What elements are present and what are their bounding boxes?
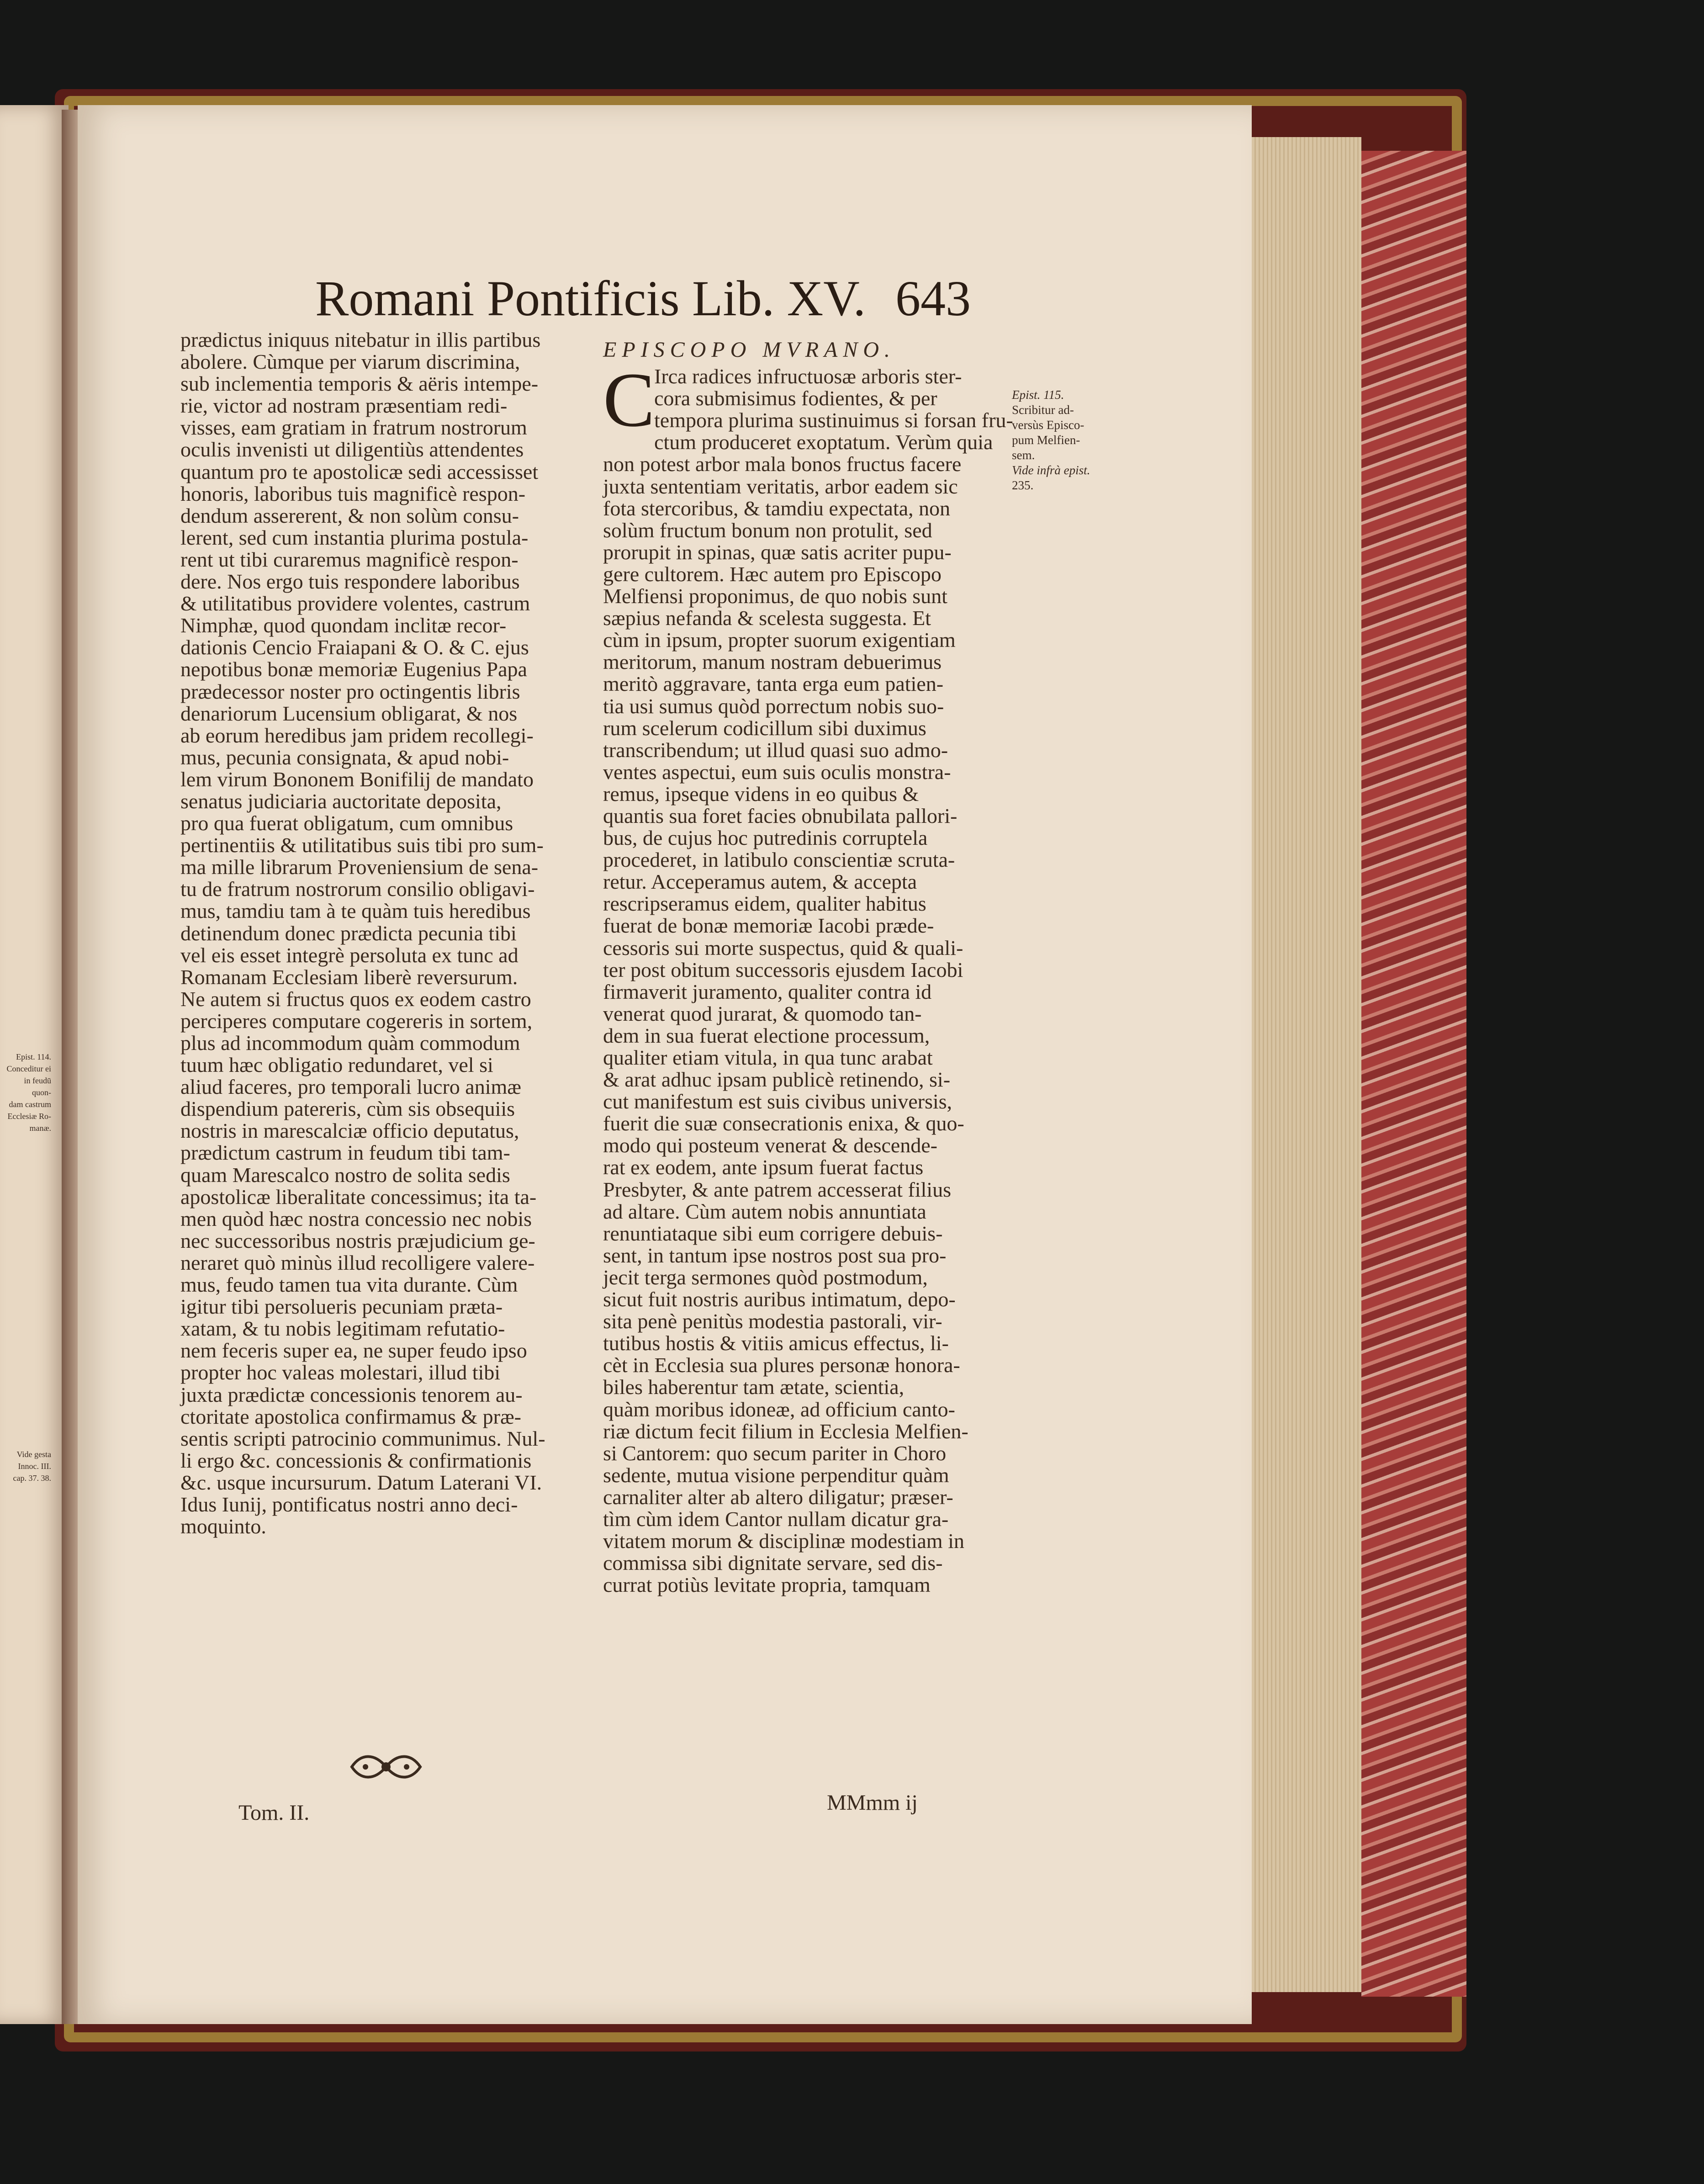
text-line: nem feceris super ea, ne super feudo ipso (180, 1339, 527, 1362)
text-line: fuerat de bonæ memoriæ Iacobi præde- (603, 914, 934, 938)
text-line: lerent, sed cum instantia plurima postula- (180, 525, 529, 549)
left-page-note-1 (5, 1051, 51, 1134)
text-line: tìm cùm idem Cantor nullam dicatur gra- (603, 1507, 949, 1531)
text-line: dem in sua fuerat electione processum, (603, 1023, 930, 1047)
text-line: vel eis esset integrè persoluta ex tunc ad (180, 943, 519, 967)
text-line: Ne autem si fructus quos ex eodem castro (180, 987, 531, 1011)
running-head: Romani Pontificis Lib. XV. (315, 270, 866, 326)
note-line: versùs Episco- (1012, 418, 1085, 432)
text-line: cut manifestum est suis civibus universis, (603, 1090, 953, 1113)
text-line: jecit terga sermones quòd postmodum, (603, 1265, 928, 1289)
note-line: cap. 37. 38. (13, 1474, 51, 1483)
text-line: bus, de cujus hoc putredinis corruptela (603, 826, 928, 850)
text-line: oculis invenisti ut diligentiùs attendentes (180, 438, 524, 461)
text-line: igitur tibi persolueris pecuniam præta- (180, 1295, 503, 1319)
text-line: abolere. Cùmque per viarum discrimina, (180, 350, 520, 374)
text-line: dere. Nos ergo tuis respondere laboribus (180, 570, 520, 594)
text-line: visses, eam gratiam in fratrum nostrorum (180, 416, 527, 440)
text-line: tempora plurima sustinuimus si forsan fru- (654, 408, 1013, 432)
text-line: quàm moribus idoneæ, ad officium canto- (603, 1397, 955, 1421)
text-line: tia usi sumus quòd porrectum nobis suo- (603, 694, 944, 718)
text-line: prædecessor noster pro octingentis libris (180, 679, 520, 703)
text-line: sent, in tantum ipse nostros post sua pro- (603, 1243, 947, 1267)
text-line: solùm fructum bonum non protulit, sed (603, 518, 932, 542)
text-line: Idus Iunij, pontificatus nostri anno deci- (180, 1492, 518, 1516)
fleuron-ornament-icon (347, 1751, 425, 1783)
text-line: nostris in marescalciæ officio deputatus, (180, 1119, 519, 1143)
text-line: transcribendum; ut illud quasi suo admo- (603, 738, 948, 762)
text-line: nec successoribus nostris præjudicium ge- (180, 1229, 535, 1252)
note-line: Innoc. III. (18, 1462, 51, 1471)
text-line: prorupit in spinas, quæ satis acriter pupu- (603, 540, 952, 564)
note-line: 235. (1012, 478, 1034, 492)
note-line: Vide gesta (16, 1450, 51, 1459)
note-line: dam castrum (9, 1100, 51, 1109)
text-line: propter hoc valeas molestari, illud tibi (180, 1361, 501, 1384)
marbled-edge (1361, 151, 1466, 1997)
note-line: Epist. 114. (16, 1052, 51, 1061)
text-line: sicut fuit nostris auribus intimatum, depo- (603, 1288, 956, 1311)
text-line: ad altare. Cùm autem nobis annuntiata (603, 1199, 926, 1223)
text-line: venerat quod jurarat, & quomodo tan- (603, 1002, 922, 1025)
text-line: plus ad incommodum quàm commodum (180, 1031, 520, 1055)
text-line: li ergo &c. concessionis & confirmationis (180, 1448, 532, 1472)
text-line: gere cultorem. Hæc autem pro Episcopo (603, 562, 942, 586)
text-line: tuum hæc obligatio redundaret, vel si (180, 1053, 493, 1077)
text-line: & arat adhuc ipsam publicè retinendo, si- (603, 1068, 951, 1092)
text-line: dationis Cencio Fraiapani & O. & C. ejus (180, 636, 529, 659)
text-line: commissa sibi dignitate servare, sed dis- (603, 1551, 943, 1575)
text-line: Nimphæ, quod quondam inclitæ recor- (180, 614, 507, 637)
text-line: ctum produceret exoptatum. Verùm quia (654, 430, 993, 454)
text-line: sita penè penitùs modestia pastorali, vir- (603, 1309, 942, 1333)
note-line: Vide infrà epist. (1012, 463, 1090, 477)
text-line: Romanam Ecclesiam liberè reversurum. (180, 965, 518, 989)
text-line: Presbyter, & ante patrem accesserat filius (603, 1177, 951, 1201)
text-line: meritorum, manum nostram debuerimus (603, 650, 942, 674)
text-line: mus, tamdiu tam à te quàm tuis heredibus (180, 899, 531, 923)
text-line: biles haberentur tam ætate, scientia, (603, 1375, 905, 1399)
text-line: meritò aggravare, tanta erga eum patien- (603, 672, 944, 696)
text-line: apostolicæ liberalitate concessimus; ita ta- (180, 1185, 537, 1209)
text-line: renuntiataque sibi eum corrigere debuis- (603, 1221, 943, 1245)
text-line: retur. Acceperamus autem, & accepta (603, 870, 917, 894)
text-line: Melfiensi proponimus, de quo nobis sunt (603, 584, 947, 608)
text-line: vitatem morum & disciplinæ modestiam in (603, 1529, 964, 1553)
note-line: pum Melfien- (1012, 433, 1080, 447)
text-line: rum scelerum codicillum sibi duximus (603, 716, 926, 740)
page-edges (1252, 137, 1361, 1992)
note-line: Epist. 115. (1012, 388, 1064, 402)
right-column (603, 338, 1013, 1597)
text-line: si Cantorem: quo secum pariter in Choro (603, 1441, 947, 1465)
note-line: in feudū quon- (24, 1076, 51, 1097)
text-line: Irca radices infructuosæ arboris ster- (654, 365, 962, 388)
text-line: quam Marescalco nostro de solita sedis (180, 1163, 510, 1187)
text-line: fota stercoribus, & tamdiu expectata, non (603, 496, 951, 520)
text-line: qualiter etiam vitula, in qua tunc arabat (603, 1046, 933, 1069)
volume-footer: Tom. II. (238, 1801, 310, 1825)
text-line: rent ut tibi curaremus magnificè respon- (180, 547, 519, 571)
text-line: quantis sua foret facies obnubilata pallori- (603, 804, 958, 827)
text-line: quantum pro te apostolicæ sedi accessisset (180, 460, 539, 483)
text-line: denariorum Lucensium obligarat, & nos (180, 701, 518, 725)
left-column (180, 329, 582, 1537)
note-line: sem. (1012, 448, 1035, 462)
text-line: detinendum donec prædicta pecunia tibi (180, 921, 517, 945)
text-line: currat potiùs levitate propria, tamquam (603, 1573, 931, 1597)
text-line: men quòd hæc nostra concessio nec nobis (180, 1207, 532, 1230)
text-line: tu de fratrum nostrorum consilio obligavi- (180, 877, 535, 901)
text-line: sub inclementia temporis & aëris intempe- (180, 372, 539, 396)
text-line: moquinto. (180, 1515, 266, 1538)
text-line: honoris, laboribus tuis magnificè respon- (180, 482, 526, 505)
text-line: pertinentiis & utilitatibus suis tibi pro sum- (180, 833, 544, 857)
text-line: remus, ipseque videns in eo quibus & (603, 782, 919, 806)
text-line: carnaliter alter ab altero diligatur; præser- (603, 1485, 953, 1509)
text-line: sæpius nefanda & scelesta suggesta. Et (603, 606, 931, 630)
text-line: rie, victor ad nostram præsentiam redi- (180, 394, 508, 418)
text-line: rescripseramus eidem, qualiter habitus (603, 892, 926, 916)
text-line: juxta prædictæ concessionis tenorem au- (180, 1383, 523, 1406)
text-line: tutibus hostis & vitiis amicus effectus, li- (603, 1331, 949, 1355)
text-line: mus, feudo tamen tua vita durante. Cùm (180, 1273, 518, 1297)
text-line: lem virum Bononem Bonifilij de mandato (180, 767, 534, 791)
note-line: manæ. (29, 1124, 51, 1133)
letter-heading: EPISCOPO MVRANO. (603, 338, 895, 362)
text-line: sedente, mutua visione perpenditur quàm (603, 1463, 949, 1487)
text-line: sentis scripti patrocinio communimus. Nul- (180, 1426, 545, 1450)
text-line: ctoritate apostolica confirmamus & præ- (180, 1405, 521, 1428)
text-line: ter post obitum successoris ejusdem Iacobi (603, 958, 963, 981)
text-line: rat ex eodem, ante ipsum fuerat factus (603, 1156, 924, 1179)
note-line: Scribitur ad- (1012, 403, 1074, 417)
text-line: aliud faceres, pro temporali lucro animæ (180, 1075, 521, 1099)
text-line: &c. usque incursurum. Datum Laterani VI. (180, 1470, 542, 1494)
text-line: prædictus iniquus nitebatur in illis partibus (180, 328, 541, 351)
text-line: non potest arbor mala bonos fructus facere (603, 452, 962, 476)
text-line: mus, pecunia consignata, & apud nobi- (180, 745, 509, 769)
text-line: riæ dictum fecit filium in Ecclesia Melfien- (603, 1419, 968, 1443)
margin-note (1012, 387, 1122, 493)
text-line: neraret quò minùs illud recolligere valere- (180, 1251, 535, 1274)
text-line: fuerit die suæ consecrationis enixa, & quo- (603, 1112, 964, 1135)
text-line: juxta sententiam veritatis, arbor eadem sic (603, 474, 958, 498)
text-line: cèt in Ecclesia sua plures personæ honora- (603, 1353, 960, 1377)
text-line: dispendium patereris, cùm sis obsequiis (180, 1097, 515, 1121)
text-line: cùm in ipsum, propter suorum exigentiam (603, 628, 956, 652)
text-line: nepotibus bonæ memoriæ Eugenius Papa (180, 657, 527, 681)
text-line: ab eorum heredibus jam pridem recollegi- (180, 723, 534, 747)
text-line: dendum assererent, & non solùm consu- (180, 504, 519, 527)
text-line: pro qua fuerat obligatum, cum omnibus (180, 811, 513, 835)
note-line: Ecclesiæ Ro- (7, 1112, 51, 1121)
text-line: cessoris sui morte suspectus, quid & quali- (603, 936, 963, 959)
text-line: cora submisimus fodientes, & per (654, 387, 937, 410)
drop-cap: C (603, 357, 655, 443)
text-line: prædictum castrum in feudum tibi tam- (180, 1141, 510, 1165)
text-line: & utilitatibus providere volentes, castrum (180, 592, 530, 615)
note-line: Conceditur ei (6, 1064, 51, 1073)
signature-mark: MMmm ij (827, 1791, 918, 1815)
text-line: xatam, & tu nobis legitimam refutatio- (180, 1317, 505, 1341)
text-line: senatus judiciaria auctoritate deposita, (180, 789, 502, 813)
text-line: procederet, in latibulo conscientiæ scruta- (603, 848, 955, 872)
text-line: ma mille librarum Proveniensium de sena- (180, 855, 539, 879)
left-page-note-2 (5, 1448, 51, 1484)
text-line: firmaverit juramento, qualiter contra id (603, 980, 932, 1003)
text-line: perciperes computare cogereris in sortem, (180, 1009, 533, 1033)
page-number: 643 (895, 270, 971, 326)
text-line: modo qui posteum venerat & descende- (603, 1134, 937, 1157)
text-line: ventes aspectui, eum suis oculis monstra- (603, 760, 951, 784)
